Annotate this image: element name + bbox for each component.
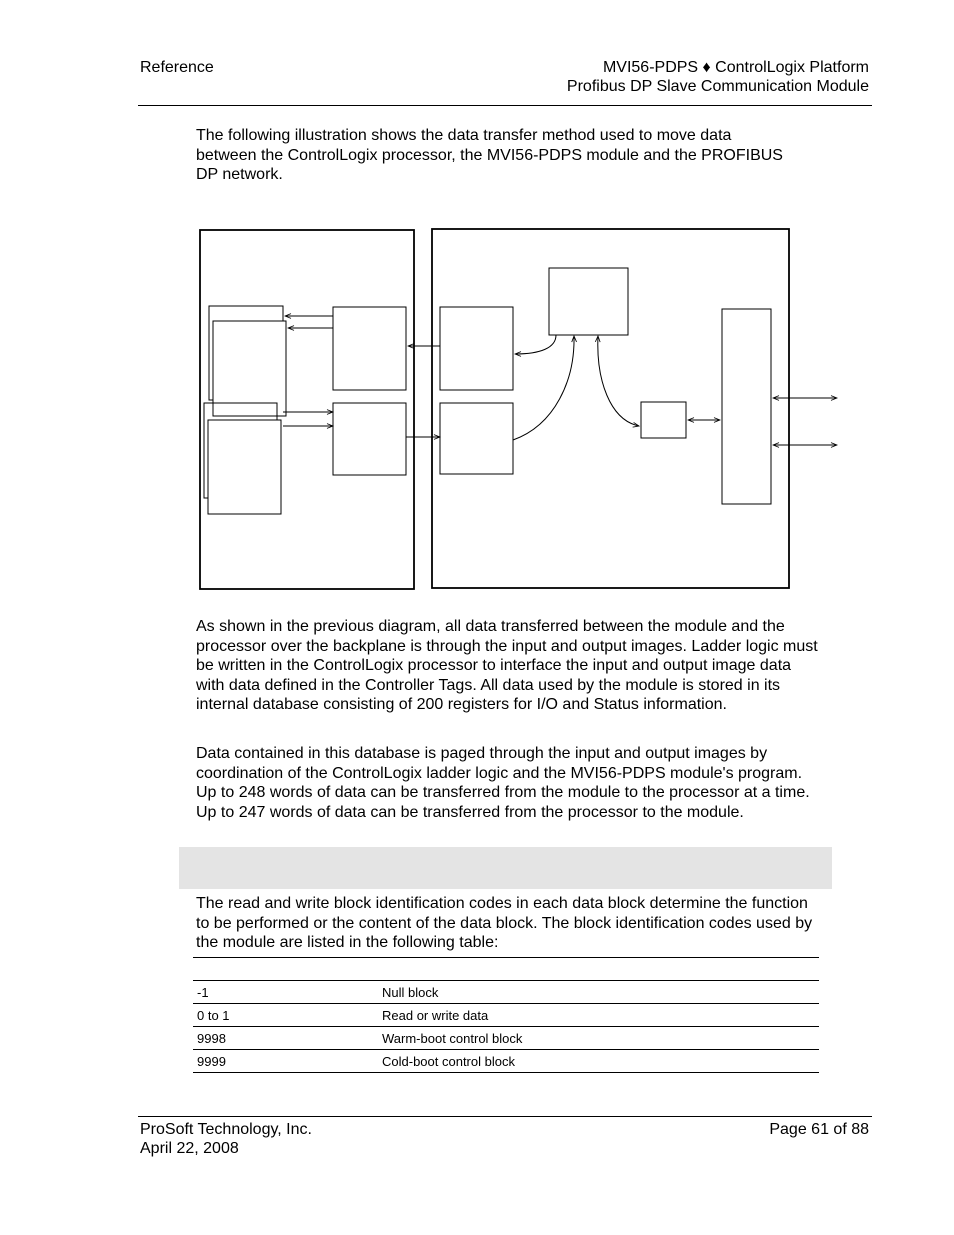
footer-left [140,1120,312,1158]
table-row [193,1004,819,1027]
table-row [193,1050,819,1073]
body-paragraph-1: As shown in the previous diagram, all data transferred between the module and the processor over the backplane is through the input and output images. Ladder logic must be written in the ControlLogix processor to interface the input and output image data with data defined in the Controller Tags. All data used by the module is stored in its internal database consisting of 200 registers for I/O and Status information. [196,618,818,714]
intro-paragraph: The following illustration shows the data transfer method used to move data between the ControlLogix processor, the MVI56-PDPS module and the PROFIBUS DP network. [196,127,783,184]
footer-page-number: Page 61 of 88 [769,1121,869,1138]
body-paragraph-2: Data contained in this database is paged through the input and output images by coordination of the ControlLogix ladder logic and the MVI56-PDPS module's program. Up to 248 words of data can be transferred from the module to the processor at a time. Up to 247 words of data can be transferred from the processor to the module. [196,745,810,821]
profibus-port [722,309,771,504]
block-code: 9998 [193,1027,378,1050]
block-description: Cold-boot control block [378,1050,819,1073]
footer-company: ProSoft Technology, Inc. [140,1121,312,1138]
header-product-line: MVI56-PDPS ♦ ControlLogix Platform [602,59,869,76]
footer-rule [138,1116,872,1117]
block-code: 0 to 1 [193,1004,378,1027]
block-codes-table [193,980,819,1073]
block-description: Read or write data [378,1004,819,1027]
controller-tags-front [213,321,286,416]
block-codes-intro: The read and write block identification codes in each data block determine the function to be performed or the content of the data block. The block identification codes used by the module are listed in the following table: [196,895,813,952]
table-header-rule [193,957,819,958]
section-heading-band [179,847,832,889]
header-product-name: Profibus DP Slave Communication Module [566,78,869,95]
footer-date: April 22, 2008 [140,1140,239,1157]
block-code: 9999 [193,1050,378,1073]
block-code: -1 [193,981,378,1004]
module-comm-driver [641,402,686,438]
module-database [549,268,628,335]
module-read-block [440,307,513,390]
header-section: Reference [140,59,214,76]
module-write-block [440,403,513,474]
table-row [193,1027,819,1050]
ladder-tags-front [208,420,281,514]
block-description: Null block [378,981,819,1004]
table-row [193,981,819,1004]
processor-output-image [333,403,406,475]
block-description: Warm-boot control block [378,1027,819,1050]
processor-input-image [333,307,406,390]
module-box [432,229,789,588]
